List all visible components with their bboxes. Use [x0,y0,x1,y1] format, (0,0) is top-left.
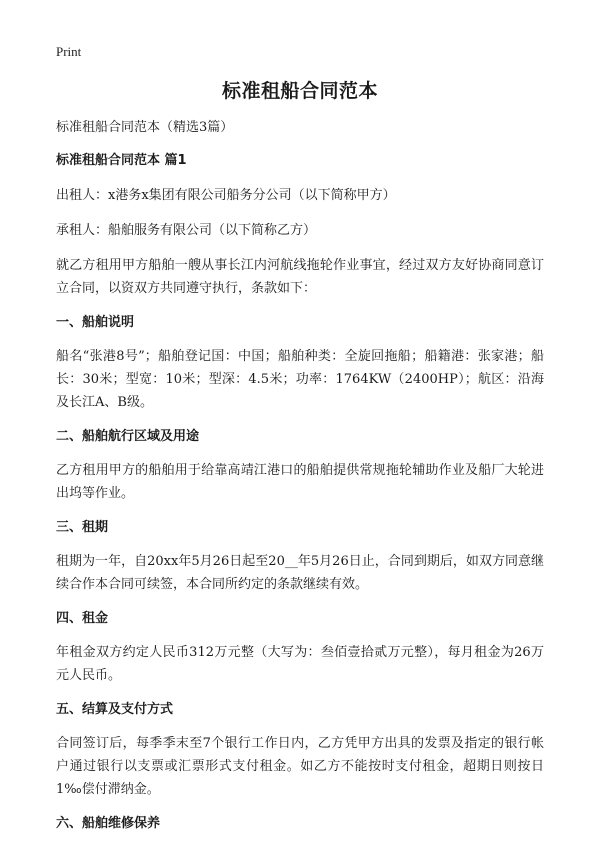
section-heading-maintenance: 六、船舶维修保养 [56,816,161,831]
document [56,76,544,846]
section-heading-rent: 四、租金 [56,611,109,626]
print-label: Print [56,44,82,59]
section-body-lease-term: 租期为一年，自20xx年5月26日起至20__年5月26日止，合同到期后，如双方同意继续合作本合同可续签，本合同所约定的条款继续有效。 [56,554,544,592]
section-body-payment: 合同签订后，每季季末至7个银行工作日内，乙方凭甲方出具的发票及指定的银行帐户通过银行以支票或汇票形式支付租金。如乙方不能按时支付租金，超期日则按日1‰偿付滞纳金。 [56,736,544,797]
section-body-navigation-area: 乙方租用甲方的船舶用于给靠高靖江港口的船舶提供常规拖轮辅助作业及船厂大轮进出坞等作业。 [56,463,544,501]
section-heading-lease-term: 三、租期 [56,520,109,535]
document-subtitle: 标准租船合同范本（精选3篇） [56,120,234,135]
section-heading-payment: 五、结算及支付方式 [56,702,174,717]
intro-paragraph: 就乙方租用甲方船舶一艘从事长江内河航线拖轮作业事宜，经过双方友好协商同意订立合同，以资双方共同遵守执行，条款如下： [56,258,544,296]
document-title: 标准租船合同范本 [221,80,378,102]
article-heading: 标准租船合同范本 篇1 [56,153,187,168]
section-body-rent: 年租金双方约定人民币312万元整（大写为：叁佰壹拾贰万元整），每月租金为26万元人民币。 [56,645,544,683]
lessor-line: 出租人：x港务x集团有限公司船务分公司（以下简称甲方） [56,188,396,203]
section-heading-ship-description: 一、船舶说明 [56,315,135,330]
section-heading-navigation-area: 二、船舶航行区域及用途 [56,429,200,444]
lessee-line: 承租人：船舶服务有限公司（以下简称乙方） [56,223,317,238]
section-body-ship-description: 船名“张港8号”；船舶登记国：中国；船舶种类：全旋回拖船；船籍港：张家港；船长：30米；型宽：10米；型深：4.5米；功率：1764KW（2400HP）；航区：沿海及长江A、B级。 [56,349,544,410]
